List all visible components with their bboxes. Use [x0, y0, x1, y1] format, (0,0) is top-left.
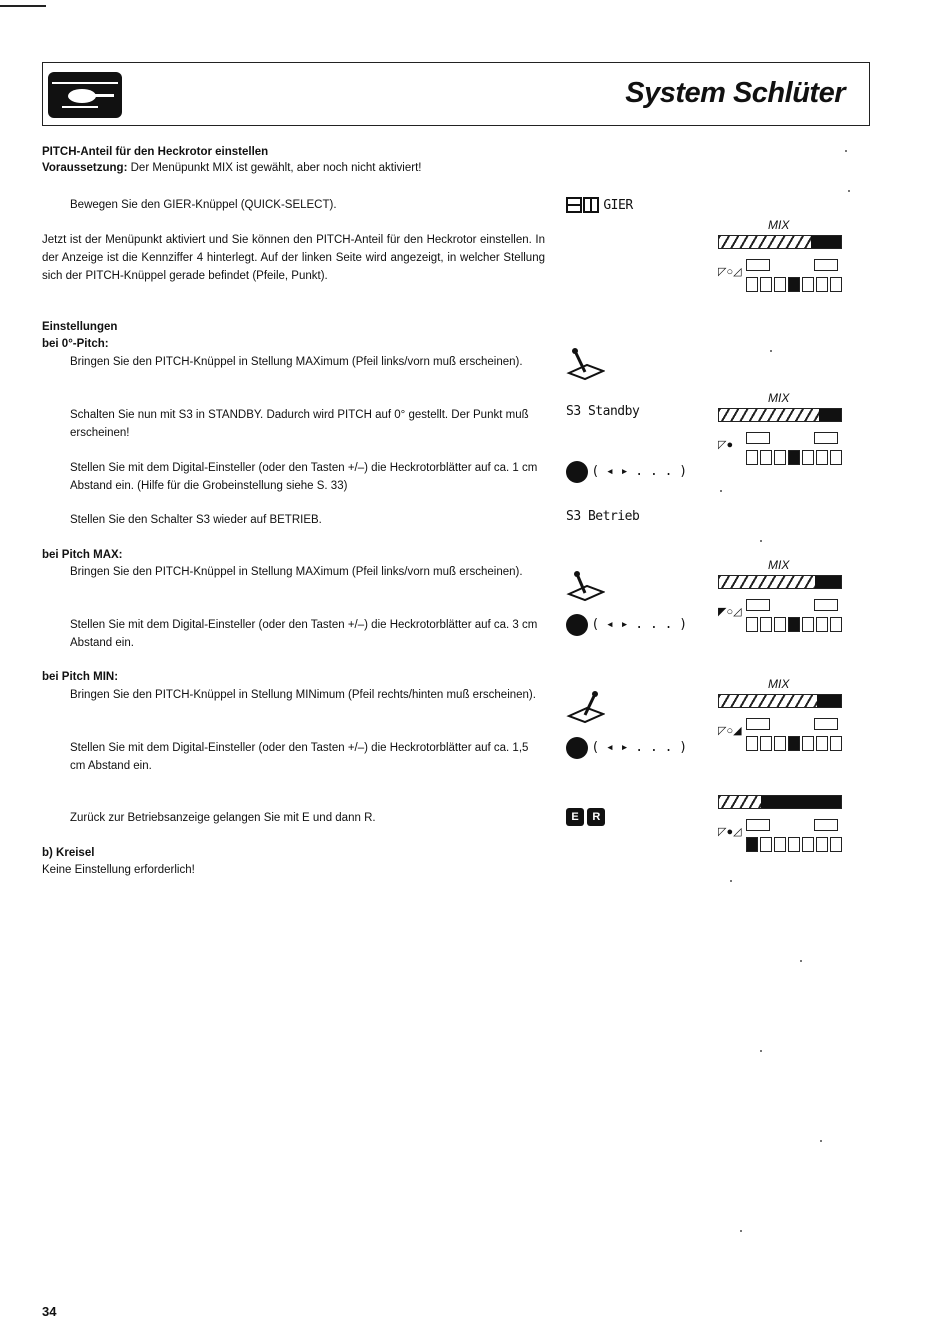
lcd-box-left	[746, 599, 770, 611]
lcd-box-left	[746, 432, 770, 444]
prerequisite	[42, 159, 562, 177]
lcd-box-left	[746, 819, 770, 831]
lcd-box-right	[814, 819, 838, 831]
header-box	[42, 62, 870, 126]
settings-label: Einstellungen	[42, 321, 118, 333]
lcd-bar	[718, 795, 842, 809]
lcd-cells	[746, 277, 842, 292]
arrow-indicator-icon: ◸○◢	[718, 725, 742, 737]
digital-adjuster-icon	[566, 461, 588, 483]
lcd-bar	[718, 575, 842, 589]
zero-step-2: Schalten Sie nun mit S3 in STANDBY. Dadurch wird PITCH auf 0° gestellt. Der Punkt muß erscheinen!	[70, 409, 529, 439]
digital-adjuster-row-3	[566, 737, 687, 759]
lcd-bar	[718, 235, 842, 249]
digital-adjuster-row-1	[566, 461, 687, 483]
zero-step-4: Stellen Sie den Schalter S3 wieder auf BETRIEB.	[70, 514, 322, 526]
zero-step-3: Stellen Sie mit dem Digital-Einsteller (oder den Tasten +/–) die Heckrotorblätter auf ca. 1 cm Abstand ein. (Hilfe für die Grobeinstellung siehe S. 33)	[70, 462, 538, 492]
max-step-1: Bringen Sie den PITCH-Knüppel in Stellung MAXimum (Pfeil links/vorn muß erscheinen).	[70, 566, 523, 578]
lcd-cells	[746, 617, 842, 632]
key-sequence: ( ◂ ▸ . . . )	[591, 464, 687, 480]
prereq-text: Der Menüpunkt MIX ist gewählt, aber noch nicht aktiviert!	[130, 162, 422, 174]
indicator-icon: ◸●◿	[718, 826, 742, 838]
lcd-box-right	[814, 599, 838, 611]
lcd-display-3	[718, 558, 844, 641]
lcd-box-right	[814, 259, 838, 271]
page-title: System Schlüter	[625, 77, 845, 109]
helicopter-icon	[48, 72, 122, 118]
gyro-text: Keine Einstellung erforderlich!	[42, 864, 195, 876]
mix-label: MIX	[768, 677, 790, 691]
arrow-indicator-icon: ◤○◿	[718, 606, 742, 618]
lcd-bar	[718, 408, 842, 422]
min-step-2: Stellen Sie mit dem Digital-Einsteller (oder den Tasten +/–) die Heckrotorblätter auf ca. 1,5 cm Abstand ein.	[70, 742, 529, 772]
s3-betrieb-label: S3 Betrieb	[566, 509, 640, 524]
key-sequence: ( ◂ ▸ . . . )	[591, 740, 687, 756]
gier-label: GIER	[603, 198, 633, 214]
lcd-box-left	[746, 259, 770, 271]
lcd-box-right	[814, 432, 838, 444]
lcd-box-right	[814, 718, 838, 730]
lcd-display-5	[718, 795, 844, 861]
step-1: Bewegen Sie den GIER-Knüppel (QUICK-SELECT).	[70, 199, 337, 211]
lcd-cells	[746, 450, 842, 465]
page-number: 34	[42, 1304, 57, 1319]
paragraph-2: Jetzt ist der Menüpunkt aktiviert und Sie können den PITCH-Anteil für den Heckrotor einstellen. In der Anzeige ist die Kennziffer 4 hinterlegt. Auf der linken Seite wird angezeigt, in welcher Stellung sich der PITCH-Knüppel gerade befindet (Pfeile, Punkt).	[42, 234, 545, 282]
mix-label: MIX	[768, 218, 790, 232]
lcd-bar	[718, 694, 842, 708]
lcd-display-4	[718, 677, 844, 760]
er-keys	[566, 808, 605, 826]
arrow-indicator-icon: ◸○◿	[718, 266, 742, 278]
mix-label: MIX	[768, 558, 790, 572]
lcd-box-left	[746, 718, 770, 730]
s3-standby-label: S3 Standby	[566, 404, 640, 419]
pitch-max-label: bei Pitch MAX:	[42, 549, 123, 561]
lcd-cells	[746, 837, 842, 852]
key-r: R	[587, 808, 605, 826]
max-step-2: Stellen Sie mit dem Digital-Einsteller (oder den Tasten +/–) die Heckrotorblätter auf ca. 3 cm Abstand ein.	[70, 619, 538, 649]
lcd-display-1	[718, 218, 844, 301]
pitch-stick-min-icon	[565, 688, 605, 726]
digital-adjuster-icon	[566, 737, 588, 759]
lcd-display-2	[718, 391, 844, 474]
min-step-1: Bringen Sie den PITCH-Knüppel in Stellung MINimum (Pfeil rechts/hinten muß erscheinen).	[70, 689, 536, 701]
stick-pair-icon	[566, 196, 600, 216]
key-sequence: ( ◂ ▸ . . . )	[591, 617, 687, 633]
pitch-stick-max-icon	[565, 566, 605, 604]
pitch-min-label: bei Pitch MIN:	[42, 671, 119, 683]
mix-label: MIX	[768, 391, 790, 405]
top-rule	[0, 5, 46, 7]
back-instruction: Zurück zur Betriebsanzeige gelangen Sie mit E und dann R.	[70, 812, 376, 824]
pitch-stick-max-icon	[565, 345, 605, 383]
gier-row	[566, 196, 633, 216]
key-e: E	[566, 808, 584, 826]
lcd-cells	[746, 736, 842, 751]
zero-pitch-label: bei 0°-Pitch:	[42, 338, 109, 350]
prereq-label: Voraussetzung:	[42, 162, 128, 174]
digital-adjuster-row-2	[566, 614, 687, 636]
gyro-label: b) Kreisel	[42, 847, 95, 859]
digital-adjuster-icon	[566, 614, 588, 636]
section-heading: PITCH-Anteil für den Heckrotor einstellen	[42, 146, 269, 158]
zero-step-1: Bringen Sie den PITCH-Knüppel in Stellung MAXimum (Pfeil links/vorn muß erscheinen).	[70, 356, 523, 368]
point-indicator-icon: ◸●	[718, 439, 734, 451]
